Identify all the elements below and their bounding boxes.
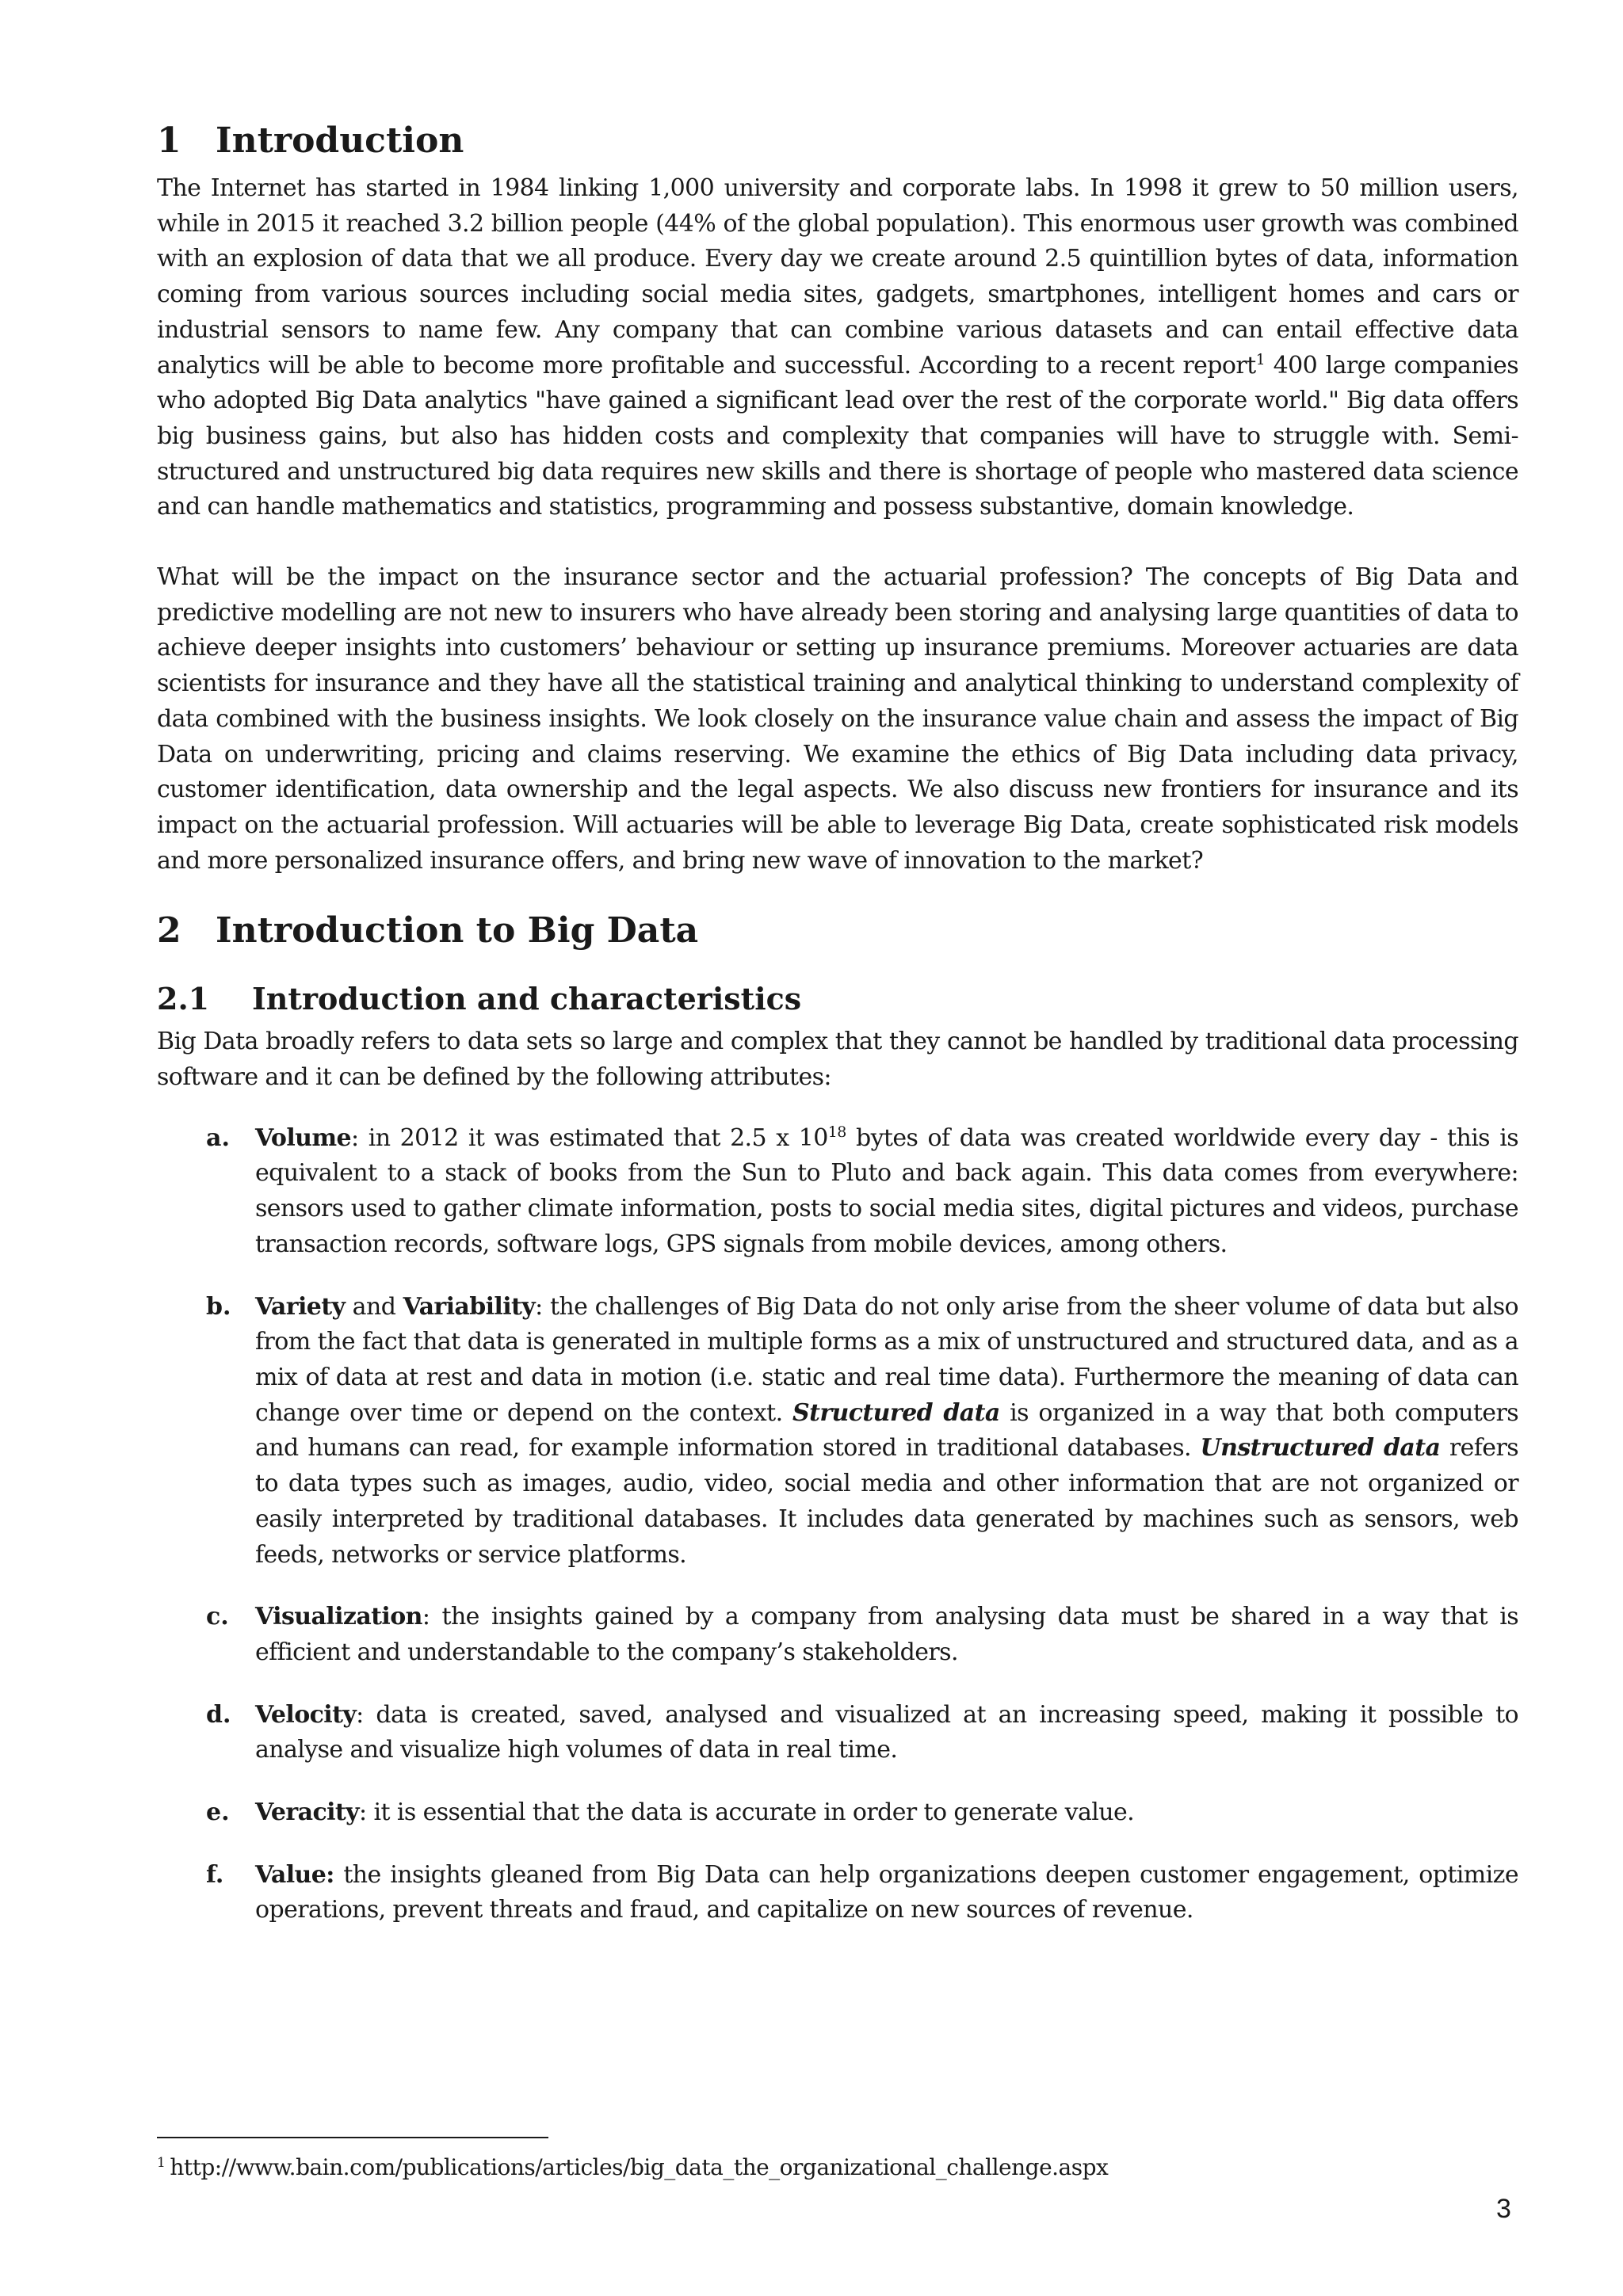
section-title: Introduction to Big Data	[216, 910, 699, 952]
footnote-link[interactable]: http://www.bain.com/publications/articles/big_data_the_organizational_challenge.aspx	[170, 2154, 1109, 2180]
footnote-marker: 1	[157, 2154, 166, 2171]
term: Value:	[255, 1860, 334, 1889]
text: : the challenges of Big Data do not only arise from the sheer volume of data but also from the fact that data is generated in multiple forms as a mix of unstructured and structured data, and as a mix of data at rest and data in motion (i.e. static and real time data). Furthermore the meaning of data can change over time or depend on the context.	[255, 1292, 1519, 1427]
term: Visualization	[255, 1603, 422, 1631]
exponent: 18	[827, 1123, 846, 1141]
list-item-volume	[157, 1121, 1518, 1263]
page-number: 3	[1496, 2194, 1511, 2224]
footnote-reference[interactable]: 1	[1255, 350, 1266, 368]
list-item-text	[255, 1858, 1518, 1928]
list-item-velocity	[157, 1698, 1518, 1768]
text: and	[345, 1292, 403, 1321]
term: Variability	[403, 1292, 536, 1321]
footnote-separator	[157, 2137, 548, 2138]
emphasis: Structured data	[792, 1398, 1000, 1427]
list-letter: f.	[206, 1860, 224, 1889]
list-item-text	[255, 1600, 1518, 1670]
section-1-heading	[157, 117, 1518, 165]
list-letter: c.	[206, 1603, 229, 1631]
list-item-value	[157, 1858, 1518, 1928]
term: Variety	[255, 1292, 346, 1321]
document-page	[157, 117, 1518, 1955]
section-title: Introduction	[216, 120, 464, 161]
text: : in 2012 it was estimated that 2.5 x 10	[350, 1123, 828, 1152]
paragraph-text: The Internet has started in 1984 linking 1,000 university and corporate labs. In 1998 it grew to 50 million users, while in 2015 it reached 3.2 billion people (44% of the global population). This enormous user growth was combined with an explosion of data that we all produce. Every day we create around 2.5 quintillion bytes of data, information coming from various sources including social media sites, gadgets, smartphones, intelligent homes and cars or industrial sensors to name few. Any company that can combine various datasets and can entail effective data analytics will be able to become more profitable and successful. According to a recent report	[157, 174, 1518, 379]
list-letter: e.	[206, 1798, 230, 1827]
term: Volume	[255, 1123, 351, 1152]
term: Veracity	[255, 1798, 360, 1827]
list-item-veracity	[157, 1795, 1518, 1831]
text: bytes of data was created worldwide every day - this is equivalent to a stack of books from the Sun to Pluto and back again. This data comes from everywhere: sensors used to gather climate information, posts to social media sites, digital pictures and videos, purchase transaction records, software logs, GPS signals from mobile devices, among others.	[255, 1123, 1519, 1258]
text: the insights gleaned from Big Data can help organizations deepen customer engagement, optimize operations, prevent threats and fraud, and capitalize on new sources of revenue.	[255, 1860, 1518, 1924]
subsection-number: 2.1	[157, 981, 210, 1017]
list-item-variety	[157, 1290, 1518, 1573]
text: is organized in a way that both computers and humans can read, for example information stored in traditional databases.	[255, 1398, 1518, 1463]
list-letter: a.	[206, 1123, 230, 1152]
list-item-text	[255, 1121, 1518, 1263]
section-2-heading	[157, 907, 1518, 955]
list-item-text	[255, 1698, 1518, 1768]
term: Velocity	[255, 1700, 357, 1729]
section-number: 1	[157, 120, 181, 161]
list-item-text	[255, 1290, 1518, 1573]
paragraph-text: 400 large companies who adopted Big Data analytics "have gained a significant lead over the rest of the corporate world." Big data offers big business gains, but also has hidden costs and complexity that companies will have to struggle with. Semi-structured and unstructured big data requires new skills and there is shortage of people who mastered data science and can handle mathematics and statistics, programming and possess substantive, domain knowledge.	[157, 351, 1518, 521]
subsection-intro: Big Data broadly refers to data sets so large and complex that they cannot be handled by traditional data processing software and it can be defined by the following attributes:	[157, 1028, 1518, 1092]
intro-paragraph-2: What will be the impact on the insurance sector and the actuarial profession? The concepts of Big Data and predictive modelling are not new to insurers who have already been storing and analysing large quantities of data to achieve deeper insights into customers’ behaviour or setting up insurance premiums. Moreover actuaries are data scientists for insurance and they have all the statistical training and analytical thinking to understand complexity of data combined with the business insights. We look closely on the insurance value chain and assess the impact of Big Data on underwriting, pricing and claims reserving. We examine the ethics of Big Data including data privacy, customer identification, data ownership and the legal aspects. We also discuss new frontiers for insurance and its impact on the actuarial profession. Will actuaries will be able to leverage Big Data, create sophisticated risk models and more personalized insurance offers, and bring new wave of innovation to the market?	[157, 563, 1518, 875]
list-item-text	[255, 1795, 1518, 1831]
attributes-list	[157, 1121, 1518, 1928]
subsection-title: Introduction and characteristics	[252, 981, 802, 1017]
intro-paragraph-1	[157, 171, 1518, 525]
list-letter: b.	[206, 1292, 231, 1321]
section-number: 2	[157, 910, 181, 952]
subsection-2-1-heading	[157, 978, 1518, 1020]
footnote	[157, 2152, 1108, 2183]
text: : it is essential that the data is accurate in order to generate value.	[359, 1798, 1135, 1827]
text: : data is created, saved, analysed and visualized at an increasing speed, making it possible to analyse and visualize high volumes of data in real time.	[255, 1700, 1518, 1764]
list-item-visualization	[157, 1600, 1518, 1670]
list-letter: d.	[206, 1700, 231, 1729]
text: refers to data types such as images, audio, video, social media and other information that are not organized or easily interpreted by traditional databases. It includes data generated by machines such as sensors, web feeds, networks or service platforms.	[255, 1434, 1518, 1569]
text: : the insights gained by a company from analysing data must be shared in a way that is efficient and understandable to the company’s stakeholders.	[255, 1603, 1518, 1666]
emphasis: Unstructured data	[1200, 1434, 1441, 1463]
